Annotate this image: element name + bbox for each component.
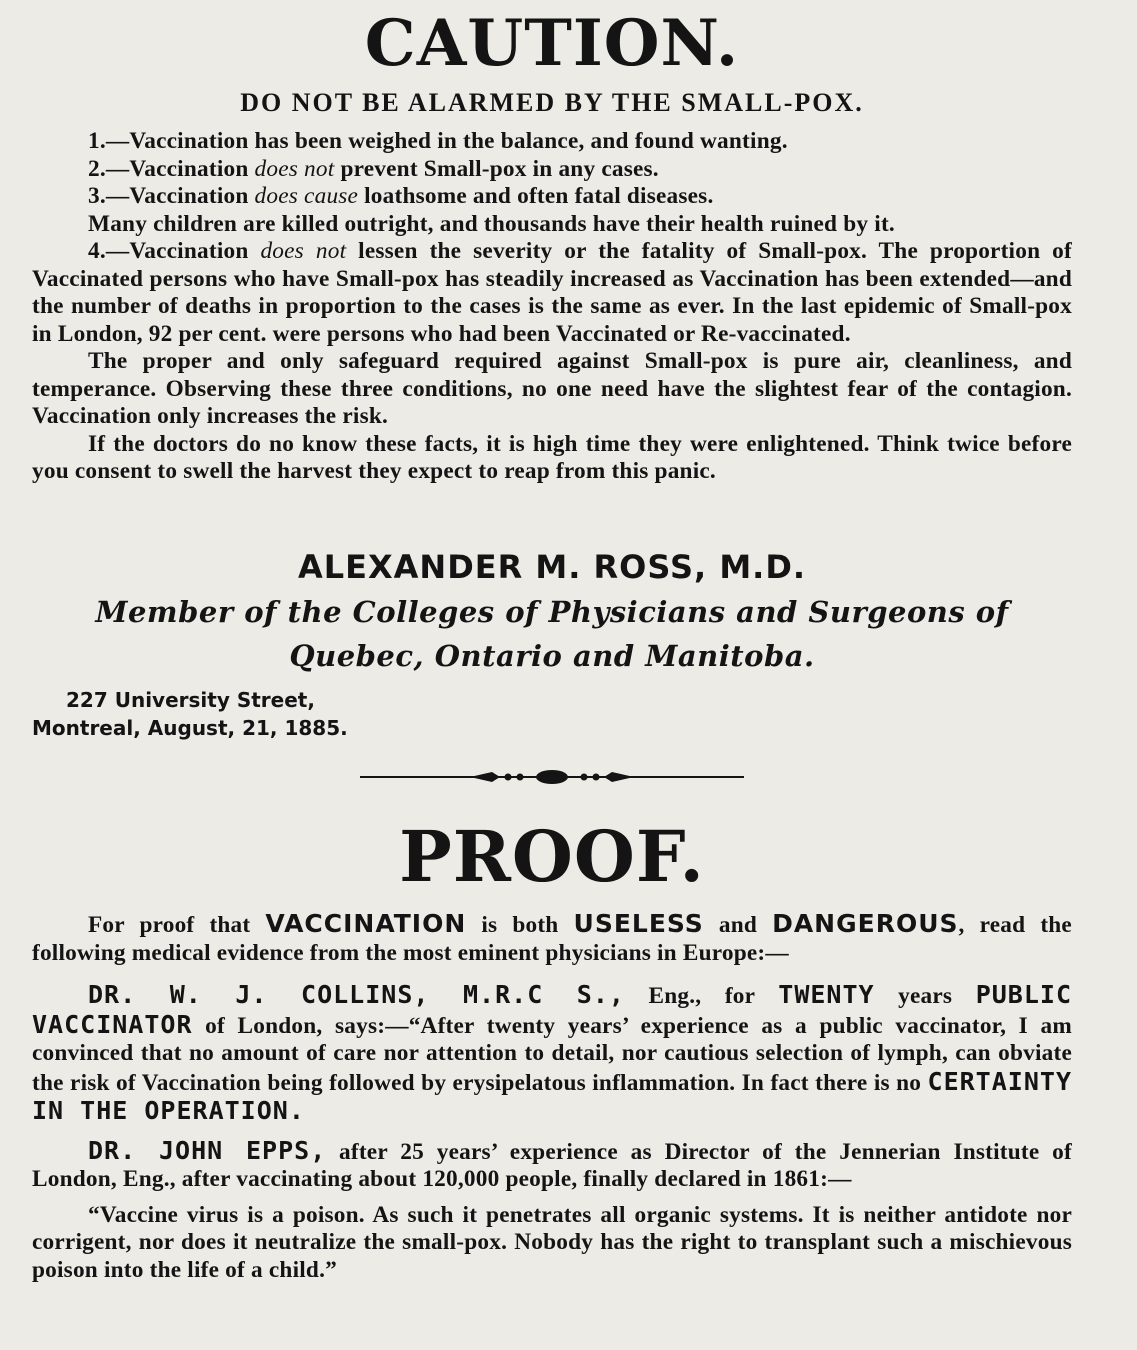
- caution-item-4: 4.—Vaccination does not lessen the severity or the fatality of Small-pox. The proportion of Vaccinated persons who have Small-pox has steadily increased as Vaccination has been extended—and the number of deaths in proportion to the cases is the same as ever. In the last epidemic of Small-pox in London, 92 per cent. were persons who had been Vaccinated or Re-vaccinated.: [32, 238, 1072, 347]
- address-block: [32, 686, 1072, 742]
- proof-title: PROOF.: [399, 815, 705, 898]
- signature-name: ALEXANDER M. ROSS, M.D.: [297, 548, 807, 586]
- epps-paragraph: DR. JOHN EPPS, after 25 years’ experience as Director of the Jennerian Institute of London, Eng., after vaccinating about 120,000 people, finally declared in 1861:—: [32, 1135, 1072, 1192]
- signature-title-line-1: Member of the Colleges of Physicians and Surgeons of: [95, 595, 1009, 629]
- caution-safeguard-paragraph: The proper and only safeguard required against Small-pox is pure air, cleanliness, and temperance. Observing these three conditions, no one need have the slightest fear of the contagion. Vaccination only increases the risk.: [32, 348, 1072, 429]
- caution-heading-block: [32, 6, 1072, 81]
- caution-subtitle-block: [32, 88, 1072, 118]
- caution-title: CAUTION.: [364, 6, 740, 81]
- caution-item-3-note: Many children are killed outright, and thousands have their health ruined by it.: [88, 210, 895, 237]
- address-line-2: Montreal, August, 21, 1885.: [32, 716, 348, 740]
- proof-intro-paragraph: For proof that VACCINATION is both USELESS and DANGEROUS, read the following medical evidence from the most eminent physicians in Europe:—: [32, 909, 1072, 966]
- signature-block: [32, 548, 1072, 678]
- caution-doctors-paragraph: If the doctors do no know these facts, it is high time they were enlightened. Think twice before you consent to swell the harvest they expect to reap from this panic.: [32, 430, 1072, 484]
- signature-title-line-2: Quebec, Ontario and Manitoba.: [289, 639, 815, 673]
- ornamental-divider-icon: [360, 766, 744, 788]
- caution-item-3: 3.—Vaccination does cause loathsome and often fatal diseases.: [88, 183, 714, 209]
- caution-subtitle: DO NOT BE ALARMED BY THE SMALL-POX.: [240, 88, 864, 117]
- proof-heading-block: [32, 815, 1072, 898]
- address-line-1: 227 University Street,: [66, 688, 315, 712]
- caution-item-1: 1.—Vaccination has been weighed in the balance, and found wanting.: [88, 128, 788, 154]
- collins-paragraph: DR. W. J. COLLINS, M.R.C S., Eng., for TWENTY years PUBLIC VACCINATOR of London, says:—“After twenty years’ experience as a public vaccinator, I am convinced that no amount of care nor attention to detail, nor cautious selection of lymph, can obviate the risk of Vaccination being followed by erysipelatous inflammation. In fact there is no CERTAINTY IN THE OPERATION.: [32, 980, 1073, 1125]
- caution-item-2: 2.—Vaccination does not prevent Small-pox in any cases.: [88, 155, 659, 182]
- epps-quote: “Vaccine virus is a poison. As such it penetrates all organic systems. It is neither antidote nor corrigent, nor does it neutralize the small-pox. Nobody has the right to transplant such a mischievous poison into the life of a child.”: [32, 1201, 1072, 1283]
- caution-body: [32, 128, 1072, 486]
- proof-body: [32, 910, 1072, 1284]
